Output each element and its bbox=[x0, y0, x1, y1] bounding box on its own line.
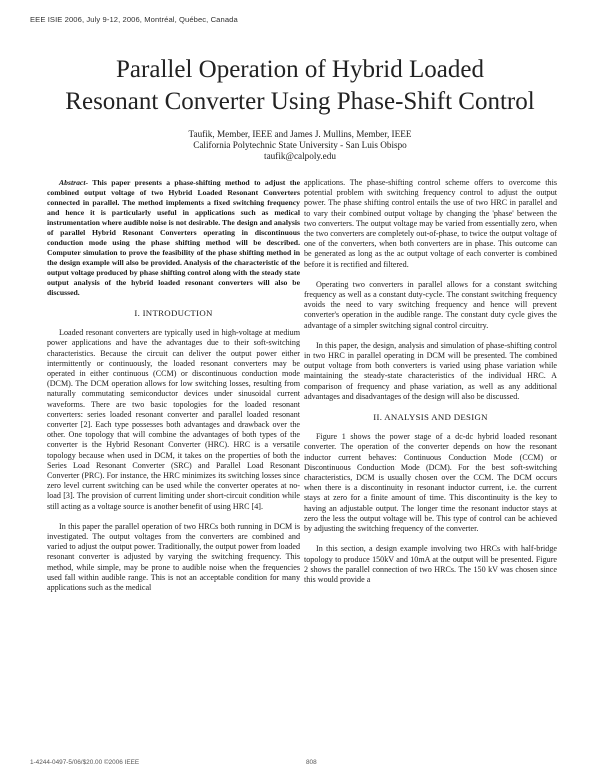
author-affiliation: California Polytechnic State University - San Luis Obispo bbox=[193, 140, 407, 150]
right-column bbox=[304, 178, 557, 595]
copyright-code: 1-4244-0497-5/06/$20.00 ©2006 IEEE bbox=[30, 759, 140, 766]
section-heading-introduction: I. INTRODUCTION bbox=[134, 308, 213, 318]
section-heading-analysis: II. ANALYSIS AND DESIGN bbox=[373, 412, 488, 423]
intro-paragraph-4: In this paper, the design, analysis and simulation of phase-shifting control in two HRC in parallel operating in DCM will be presented. The combined output voltage from both converters is varied using phase variation while maintaining the steady-state characteristics of the individual HRC. A comparison of frequency and phase variation, as well as any additional advantages and disadvantages of the design will also be discussed. bbox=[304, 340, 557, 401]
page-number: 808 bbox=[306, 759, 317, 766]
intro-paragraph-3: Operating two converters in parallel allows for a constant switching frequency as well as a constant duty-cycle. The constant switching frequency avoids the need to vary switching frequency and hence will prevent converter's operation in the audible range. The constant duty cycle gives the advantage of a simpler switching signal control circuitry. bbox=[304, 279, 557, 330]
author-names: Taufik, Member, IEEE and James J. Mullins, Member, IEEE bbox=[188, 129, 412, 139]
title-line-2: Resonant Converter Using Phase-Shift Control bbox=[65, 88, 535, 115]
intro-paragraph-2: In this paper the parallel operation of two HRCs both running in DCM is investigated. The output voltages from the converters are combined and varied to adjust the output power. Traditionally, the output power from loaded resonant converter is adjusted by varying the switching frequency. This method, while simple, may be prone to audible noise when the frequencies used fall within audible range. This is not an acceptable condition for many applications such as the medical bbox=[47, 521, 300, 593]
author-block bbox=[0, 129, 600, 162]
author-email: taufik@calpoly.edu bbox=[264, 151, 336, 161]
abstract-label: Abstract- bbox=[59, 178, 89, 187]
left-column bbox=[47, 178, 300, 603]
abstract bbox=[47, 178, 300, 298]
intro-paragraph-1: Loaded resonant converters are typically used in high-voltage at medium power applications and have the advantages due to their soft-switching characteristics. Because the circuit can deliver the output power either intermittently or continuously, the loaded resonant converters may be operated in either continuous (CCM) or discontinuous conduction mode (DCM). The DCM operation allows for low switching losses, resulting from naturally commutating semiconductor devices under sinusoidal current waveforms. There are two basic topologies for the loaded resonant converters: series loaded resonant converter and parallel loaded resonant converter [2]. Each type possesses both advantages and drawback over the other. One topology that will combine the advantages of both types of the converter is the Hybrid Resonant Converter (HRC). HRC is a versatile topology because when used in DCM, it takes on the properties of both the Series Load Resonant Converter (SRC) and Parallel Load Resonant Converter (PRC). For instance, the HRC minimizes its switching losses since zero level current switching can be used while the converter operates at no-load [3]. The provision of current limiting under short-circuit condition while still acting as a voltage source is another benefit of using HRC [4]. bbox=[47, 328, 300, 511]
analysis-paragraph-2: In this section, a design example involving two HRCs with half-bridge topology to produce 150kV and 10mA at the output will be presented. Figure 2 shows the parallel connection of two HRCs. The 150 kV was chosen since this would provide a bbox=[304, 544, 557, 584]
abstract-text: This paper presents a phase-shifting method to adjust the combined output voltage of two Hybrid Loaded Resonant Converters connected in parallel. The method implements a fixed switching frequency and hence it is particularly useful in applications such as medical instrumentation where audible noise is not desirable. The design and analysis of parallel Hybrid Resonant Converters operating in discontinuous conduction mode using the phase shifting method will be described. Computer simulation to prove the feasibility of the phase shifting method in the design example will also be provided. Analysis of the characteristic of the output voltage produced by phase shifting control along with the steady state output analysis of the hybrid loaded resonant converters will also be discussed. bbox=[47, 178, 300, 297]
title-line-1: Parallel Operation of Hybrid Loaded bbox=[116, 56, 484, 83]
analysis-paragraph-1: Figure 1 shows the power stage of a dc-dc hybrid loaded resonant converter. The operation of the converter depends on how the resonant inductor current behaves: Continuous Conduction Mode (CCM) or Discontinuous Conduction Mode (DCM). For the best soft-switching characteristics, DCM is usually chosen over the CCM. The DCM occurs when there is a discontinuity in resonant inductor current, i.e. the current stays at zero for a finite amount of time. This discontinuity is the key to having an adjustable output. The longer time the resonant inductor stays at zero the less the output voltage will be. This type of control can be achieved by adjusting the switching frequency of the converter. bbox=[304, 432, 557, 534]
paper-title bbox=[0, 54, 600, 118]
intro-paragraph-2-continued: applications. The phase-shifting control scheme offers to overcome this potential problem with switching frequency control to adjust the output power. The phase shifting control entails the use of two HRC in parallel and to vary their combined output voltage by changing the 'phase' between the two converters. The output voltage may be varied from essentially zero, when the two converters are completely out-of-phase, to twice the output voltage of one of the converters, when both converters are in phase. This outcome can be generated as long as the ac output voltage of each converter is combined before it is rectified and filtered. bbox=[304, 178, 557, 269]
conference-header: EEE ISIE 2006, July 9-12, 2006, Montréal, Québec, Canada bbox=[30, 15, 238, 24]
